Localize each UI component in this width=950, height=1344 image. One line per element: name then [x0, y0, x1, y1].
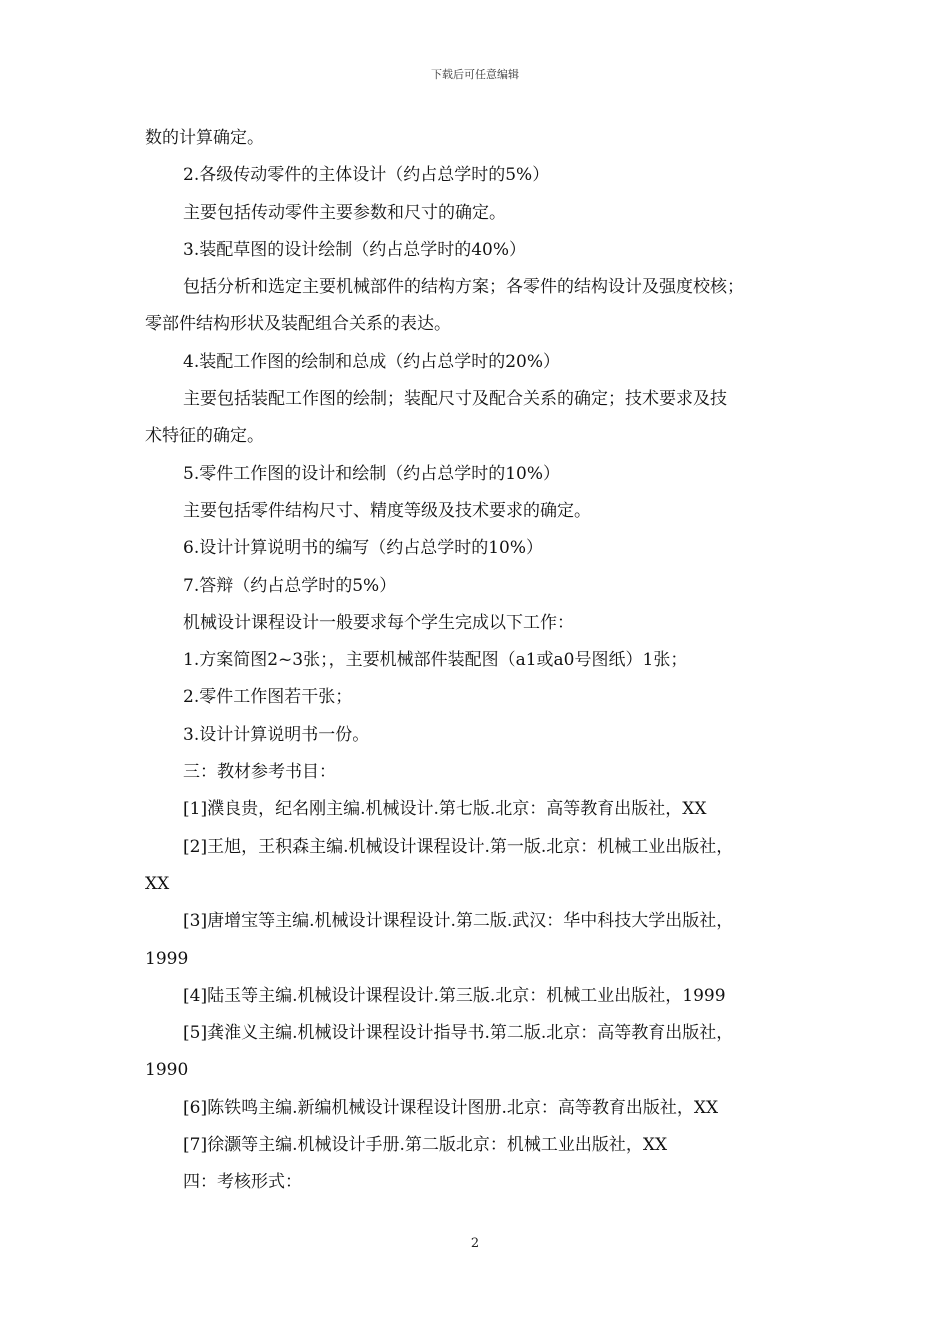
text-line-15: 1.方案简图2~3张；，主要机械部件装配图（a1或a0号图纸）1张； [183, 650, 688, 671]
text-line-14: 机械设计课程设计一般要求每个学生完成以下工作： [183, 612, 574, 633]
text-line-17: 3.设计计算说明书一份。 [183, 724, 370, 745]
text-line-1: 数的计算确定。 [145, 128, 264, 148]
text-line-7: 4.装配工作图的绘制和总成（约占总学时的20%） [183, 351, 561, 372]
text-line-8: 主要包括装配工作图的绘制；装配尺寸及配合关系的确定；技术要求及技 [183, 389, 727, 410]
text-line-12: 6.设计计算说明书的编写（约占总学时的10%） [183, 538, 544, 559]
reference-5-continued: 1990 [145, 1060, 189, 1081]
text-line-3: 主要包括传动零件主要参数和尺寸的确定。 [183, 202, 506, 223]
text-line-10: 5.零件工作图的设计和绘制（约占总学时的10%） [183, 463, 561, 484]
text-line-4: 3.装配草图的设计绘制（约占总学时的40%） [183, 239, 527, 260]
reference-2: [2]王旭，王积森主编.机械设计课程设计.第一版.北京：机械工业出版社， [183, 836, 734, 857]
text-line-5: 包括分析和选定主要机械部件的结构方案；各零件的结构设计及强度校核； [183, 277, 744, 298]
reference-2-continued: XX [145, 873, 170, 894]
text-line-6: 零部件结构形状及装配组合关系的表达。 [145, 314, 451, 335]
reference-1: [1]濮良贵，纪名刚主编.机械设计.第七版.北京：高等教育出版社，XX [183, 799, 707, 820]
reference-3: [3]唐增宝等主编.机械设计课程设计.第二版.武汉：华中科技大学出版社， [183, 911, 734, 932]
document-body [145, 120, 817, 1202]
text-line-9: 术特征的确定。 [145, 426, 264, 447]
section-heading-assessment: 四：考核形式： [183, 1172, 302, 1193]
reference-3-continued: 1999 [145, 948, 189, 969]
section-heading-references: 三：教材参考书目： [183, 762, 336, 783]
text-line-2: 2.各级传动零件的主体设计（约占总学时的5%） [183, 165, 550, 186]
page-number: 2 [470, 1236, 480, 1251]
page-header: 下载后可任意编辑 [431, 68, 519, 81]
text-line-16: 2.零件工作图若干张； [183, 687, 353, 708]
text-line-13: 7.答辩（约占总学时的5%） [183, 575, 397, 596]
reference-5: [5]龚淮义主编.机械设计课程设计指导书.第二版.北京：高等教育出版社， [183, 1023, 734, 1044]
reference-4: [4]陆玉等主编.机械设计课程设计.第三版.北京：机械工业出版社，1999 [183, 985, 726, 1006]
reference-7: [7]徐灏等主编.机械设计手册.第二版北京：机械工业出版社，XX [183, 1135, 668, 1156]
text-line-11: 主要包括零件结构尺寸、精度等级及技术要求的确定。 [183, 500, 591, 521]
reference-6: [6]陈铁鸣主编.新编机械设计课程设计图册.北京：高等教育出版社，XX [183, 1097, 719, 1118]
